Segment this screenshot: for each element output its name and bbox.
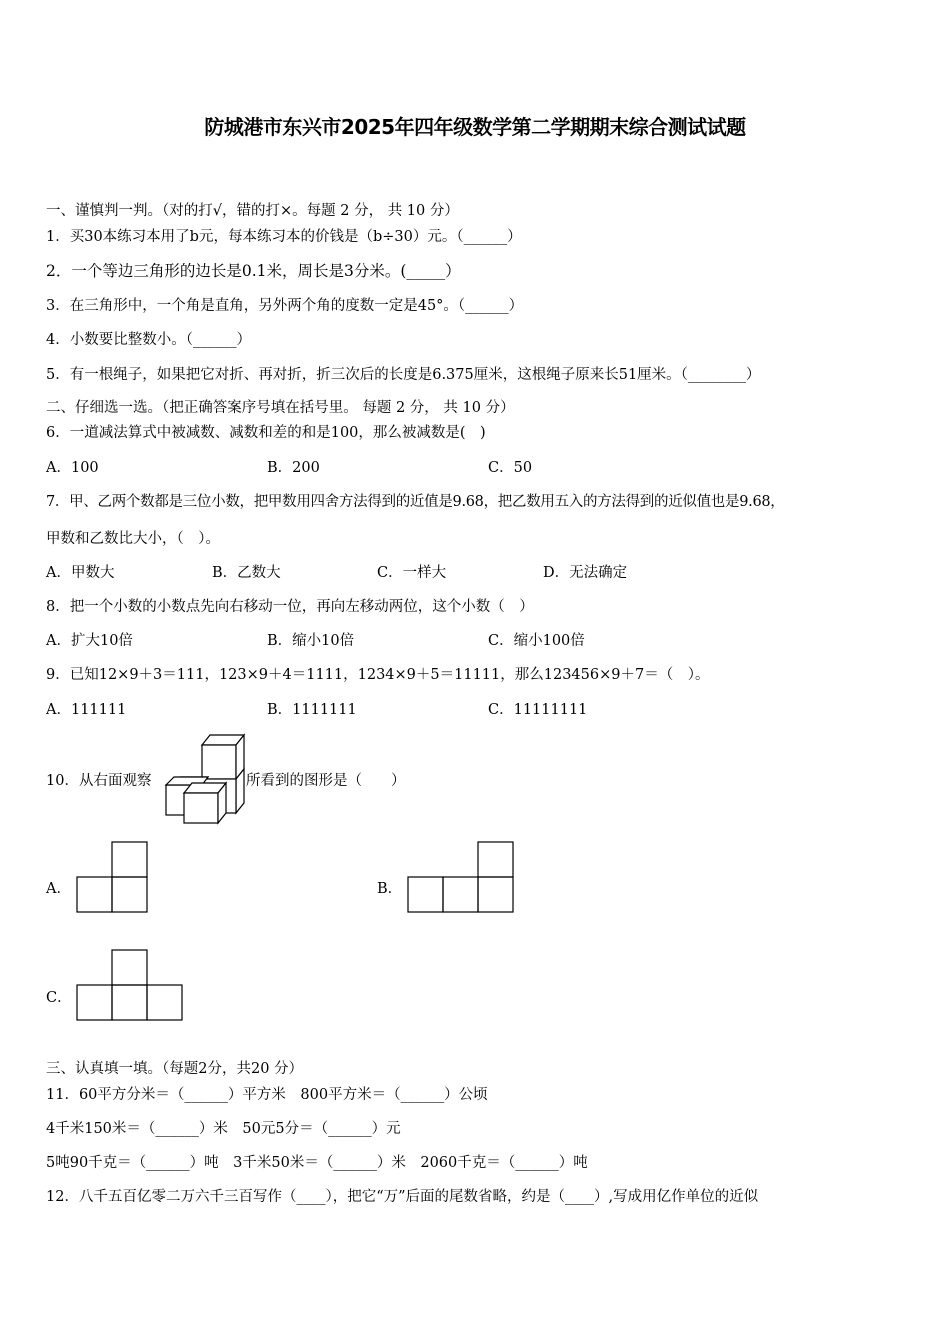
question-9: 9．已知12×9＋3＝111，123×9＋4＝1111，1234×9＋5＝11111，那么123456×9＋7＝（ ）。 bbox=[46, 667, 710, 683]
cube-stack-figure bbox=[164, 733, 246, 825]
section-2-heading: 二、仔细选一选。（把正确答案序号填在括号里。 每题 2 分， 共 10 分） bbox=[46, 400, 515, 416]
question-7-line-1: 7．甲、乙两个数都是三位小数，把甲数用四舍方法得到的近值是9.68，把乙数用五入的方法得到的近似值也是9.68， bbox=[46, 494, 785, 510]
q8-option-a: A．扩大10倍 bbox=[46, 633, 133, 649]
page-title: 防城港市东兴市2025年四年级数学第二学期期末综合测试试题 bbox=[204, 115, 746, 139]
section-3-heading: 三、认真填一填。（每题2分，共20 分） bbox=[46, 1061, 304, 1077]
q7-option-c: C．一样大 bbox=[377, 565, 447, 581]
question-11-line-3: 5吨90千克＝（______）吨 3千米50米＝（______）米 2060千克＝（______）吨 bbox=[46, 1155, 588, 1171]
q6-option-c: C．50 bbox=[488, 460, 533, 476]
question-7-line-2: 甲数和乙数比大小，（ ）。 bbox=[46, 531, 220, 547]
q8-option-c: C．缩小100倍 bbox=[488, 633, 585, 649]
q8-option-b: B．缩小10倍 bbox=[267, 633, 355, 649]
question-8: 8．把一个小数的小数点先向右移动一位，再向左移动两位，这个小数（ ） bbox=[46, 599, 534, 615]
q10-option-c-label: C． bbox=[46, 990, 72, 1006]
q10-option-c-figure bbox=[75, 949, 185, 1023]
q10-option-b-figure bbox=[406, 841, 516, 915]
q10-option-a-label: A． bbox=[46, 881, 71, 897]
q9-option-c: C．11111111 bbox=[488, 702, 588, 718]
question-10-prefix: 10．从右面观察 bbox=[46, 773, 152, 789]
question-4: 4．小数要比整数小。（______） bbox=[46, 332, 251, 348]
q7-option-b: B．乙数大 bbox=[212, 565, 281, 581]
q9-option-a: A．111111 bbox=[46, 702, 127, 718]
q7-option-d: D．无法确定 bbox=[543, 565, 628, 581]
q10-option-a-figure bbox=[75, 841, 149, 915]
question-6: 6．一道减法算式中被减数、减数和差的和是100，那么被减数是( ) bbox=[46, 425, 486, 441]
q6-option-b: B．200 bbox=[267, 460, 320, 476]
q7-option-a: A．甲数大 bbox=[46, 565, 115, 581]
q6-option-a: A．100 bbox=[46, 460, 99, 476]
q10-option-b-label: B． bbox=[377, 881, 403, 897]
question-5: 5．有一根绳子，如果把它对折、再对折，折三次后的长度是6.375厘米，这根绳子原来长51厘米。（________） bbox=[46, 367, 761, 383]
section-1-heading: 一、谨慎判一判。（对的打√，错的打×。每题 2 分， 共 10 分） bbox=[46, 203, 459, 219]
question-10-suffix: 所看到的图形是（ ） bbox=[246, 773, 406, 789]
q9-option-b: B．1111111 bbox=[267, 702, 357, 718]
question-3: 3．在三角形中，一个角是直角，另外两个角的度数一定是45°。（______） bbox=[46, 298, 524, 314]
question-1: 1．买30本练习本用了b元，每本练习本的价钱是（b÷30）元。（______） bbox=[46, 229, 522, 245]
question-12: 12．八千五百亿零二万六千三百写作（____），把它“万”后面的尾数省略，约是（____）,写成用亿作单位的近似 bbox=[46, 1189, 759, 1205]
question-2: 2．一个等边三角形的边长是0.1米，周长是3分米。(_____） bbox=[46, 262, 461, 280]
question-11-line-2: 4千米150米＝（______）米 50元5分＝（______）元 bbox=[46, 1121, 401, 1137]
question-11-line-1: 11．60平方分米＝（______）平方米 800平方米＝（______）公顷 bbox=[46, 1087, 488, 1103]
